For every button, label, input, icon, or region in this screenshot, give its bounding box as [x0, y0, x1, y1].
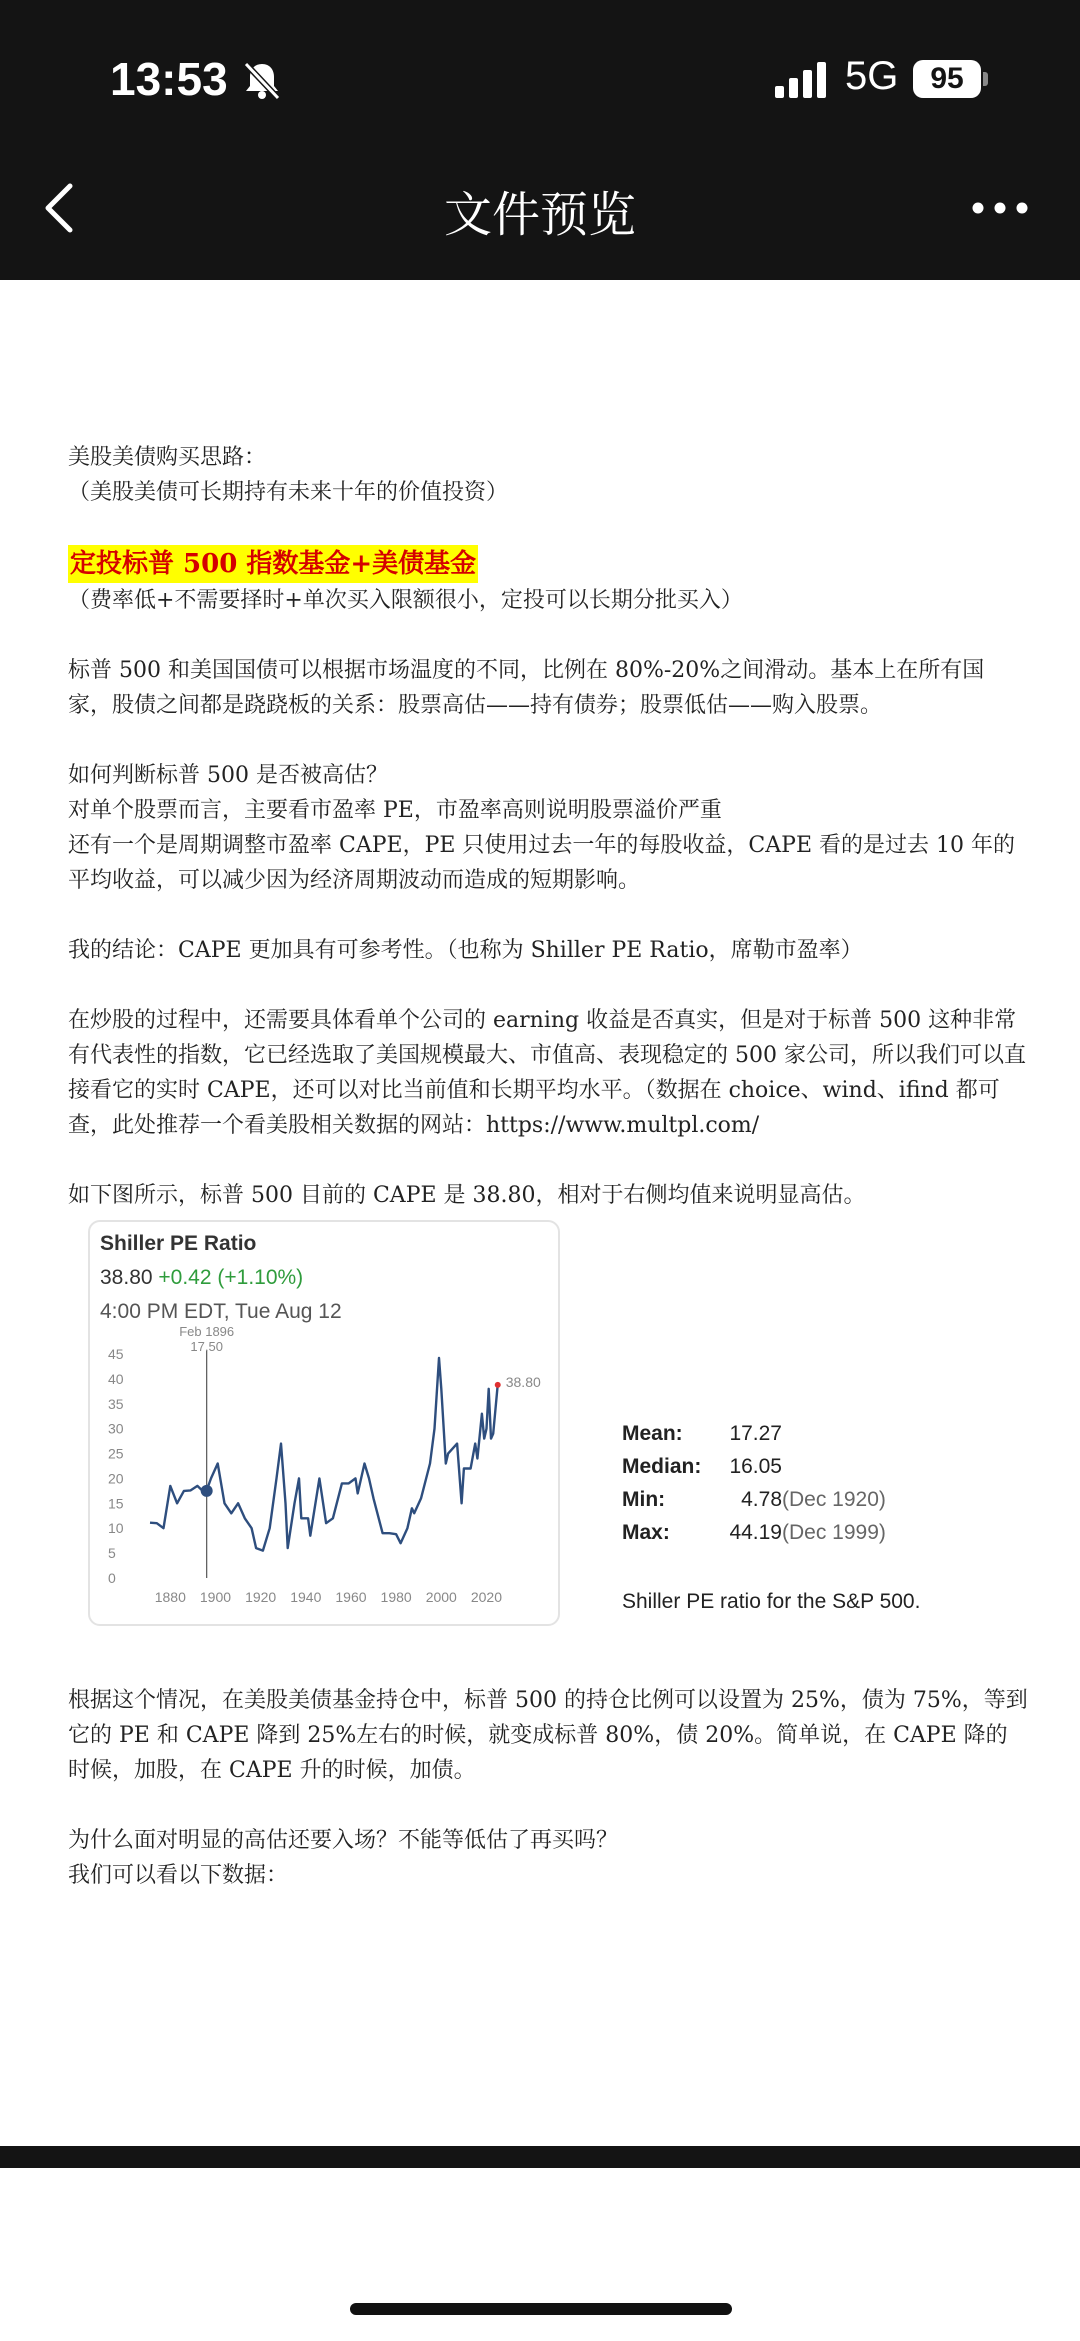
highlighted-heading: 定投标普 500 指数基金+美债基金: [68, 545, 478, 583]
value-change: +0.42 (+1.10%): [158, 1266, 304, 1289]
x-tick-label: 1900: [199, 1589, 232, 1605]
x-tick-label: 2020: [470, 1589, 503, 1605]
shiller-pe-chart-card: [88, 1220, 560, 1626]
end-value-label: 38.80: [505, 1373, 541, 1390]
stat-max: [622, 1521, 922, 1554]
doc-paragraph: （美股美债可长期持有未来十年的价值投资）: [68, 480, 509, 505]
more-options-icon[interactable]: [970, 196, 1030, 220]
stat-label: Median:: [622, 1455, 702, 1478]
series-line: [150, 1358, 498, 1551]
stat-label: Mean:: [622, 1422, 683, 1445]
silent-bell-icon: [240, 58, 284, 102]
annotation-value: 17.50: [190, 1339, 223, 1354]
battery-nub: [983, 72, 988, 86]
stats-panel: [622, 1422, 922, 1554]
bottom-bar: [0, 2146, 1080, 2168]
stat-label: Max:: [622, 1521, 670, 1544]
signal-icon: [775, 62, 835, 98]
y-tick-label: 20: [108, 1470, 124, 1487]
stat-median: [622, 1455, 922, 1488]
y-tick-label: 0: [108, 1570, 116, 1586]
doc-paragraph: 如何判断标普 500 是否被高估？: [68, 763, 388, 788]
stats-note: Shiller PE ratio for the S&P 500.: [622, 1590, 921, 1613]
top-bar: [0, 0, 1080, 280]
stat-value: 16.05: [729, 1455, 782, 1478]
x-tick-label: 1940: [290, 1589, 322, 1605]
document-content-continued: [68, 1683, 1028, 1893]
stat-date: (Dec 1999): [782, 1521, 886, 1544]
x-tick-label: 2000: [425, 1589, 457, 1605]
y-tick-label: 40: [108, 1370, 124, 1387]
doc-paragraph: 对单个股票而言，主要看市盈率 PE，市盈率高则说明股票溢价严重: [68, 798, 722, 823]
stat-value: 17.27: [729, 1422, 782, 1445]
document-content: [68, 440, 1028, 1213]
stat-value: 4.78: [741, 1488, 782, 1511]
x-tick-label: 1920: [245, 1589, 277, 1605]
doc-paragraph: 还有一个是周期调整市盈率 CAPE，PE 只使用过去一年的每股收益，CAPE 看的是过去 10 年的平均收益，可以减少因为经济周期波动而造成的短期影响。: [68, 833, 1015, 893]
stat-date: (Dec 1920): [782, 1488, 886, 1511]
status-time: 13:53: [110, 53, 228, 105]
stat-mean: [622, 1422, 922, 1455]
doc-paragraph: 如下图所示，标普 500 目前的 CAPE 是 38.80，相对于右侧均值来说明显高估。: [68, 1183, 866, 1208]
stat-label: Min:: [622, 1488, 666, 1511]
x-tick-label: 1880: [154, 1589, 186, 1605]
doc-paragraph: 标普 500 和美国国债可以根据市场温度的不同，比例在 80%-20%之间滑动。基本上在所有国家，股债之间都是跷跷板的关系：股票高估——持有债券；股票低估——购入股票。: [68, 658, 985, 718]
doc-paragraph: 我们可以看以下数据：: [68, 1863, 289, 1888]
current-value: 38.80: [100, 1266, 153, 1289]
x-tick-label: 1960: [335, 1589, 367, 1605]
chart-title: Shiller PE Ratio: [100, 1232, 257, 1255]
network-type: 5G: [845, 54, 899, 98]
shiller-pe-line-chart: [90, 1326, 558, 1622]
home-indicator[interactable]: [350, 2303, 732, 2315]
doc-paragraph: 在炒股的过程中，还需要具体看单个公司的 earning 收益是否真实，但是对于标普 500 这种非常有代表性的指数，它已经选取了美国规模最大、市值高、表现稳定的 500 家公司，所以我们可以直接看它的实时 CAPE，还可以对比当前值和长期平均水平。（数据在 choice、wind、ifind 都可查，此处推荐一个看美股相关数据的网站：https://www.multpl.com/: [68, 1008, 1026, 1138]
y-tick-label: 15: [108, 1495, 124, 1512]
y-tick-label: 45: [108, 1346, 124, 1362]
annotation-date: Feb 1896: [179, 1326, 235, 1339]
battery-indicator: 95: [913, 60, 981, 98]
y-tick-label: 5: [108, 1545, 116, 1562]
stat-value: 44.19: [729, 1521, 782, 1544]
y-tick-label: 30: [108, 1420, 124, 1437]
y-tick-label: 35: [108, 1395, 124, 1412]
doc-paragraph: 我的结论：CAPE 更加具有可参考性。（也称为 Shiller PE Ratio，席勒市盈率）: [68, 938, 863, 963]
chart-timestamp: 4:00 PM EDT, Tue Aug 12: [100, 1300, 342, 1323]
end-point: [495, 1382, 501, 1388]
y-tick-label: 10: [108, 1520, 124, 1537]
doc-paragraph: 根据这个情况，在美股美债基金持仓中，标普 500 的持仓比例可以设置为 25%，债为 75%，等到它的 PE 和 CAPE 降到 25%左右的时候，就变成标普 80%，债 20%。简单说，在 CAPE 降的时候，加股，在 CAPE 升的时候，加债。: [68, 1688, 1028, 1783]
page-title: 文件预览: [443, 187, 636, 243]
annotation-point: [201, 1485, 213, 1497]
doc-paragraph: 为什么面对明显的高估还要入场？不能等低估了再买吗？: [68, 1828, 619, 1853]
x-tick-label: 1980: [380, 1589, 412, 1605]
chart-current-value: [100, 1266, 303, 1290]
stat-min: [622, 1488, 922, 1521]
y-tick-label: 25: [108, 1445, 124, 1462]
doc-heading: 美股美债购买思路：: [68, 445, 267, 470]
doc-paragraph: （费率低+不需要择时+单次买入限额很小，定投可以长期分批买入）: [68, 588, 743, 613]
